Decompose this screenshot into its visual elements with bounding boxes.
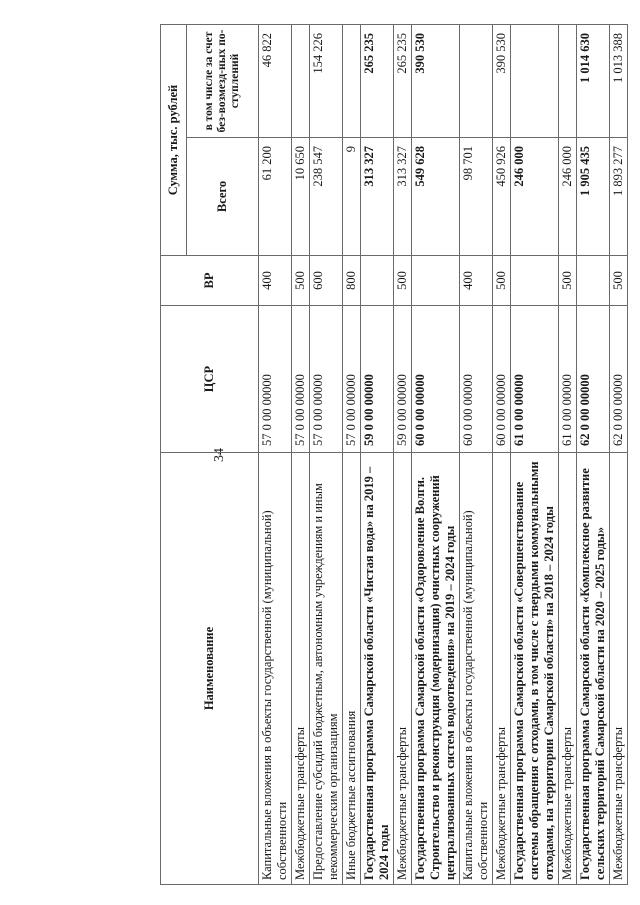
row-name: Межбюджетные трансферты bbox=[610, 453, 628, 885]
budget-table bbox=[160, 24, 628, 885]
row-name: Капитальные вложения в объекты государственной (муниципальной) собственности bbox=[259, 453, 292, 885]
row-csr: 61 0 00 00000 bbox=[511, 306, 559, 453]
table-row bbox=[610, 25, 628, 885]
row-csr: 57 0 00 00000 bbox=[310, 306, 343, 453]
row-vr bbox=[361, 256, 394, 306]
header-csr: ЦСР bbox=[161, 306, 259, 453]
row-name: Государственная программа Самарской области «Чистая вода» на 2019 – 2024 годы bbox=[361, 453, 394, 885]
row-vr: 800 bbox=[343, 256, 361, 306]
header-sum: Сумма, тыс. рублей bbox=[161, 25, 187, 256]
table-row bbox=[412, 25, 460, 885]
row-name: Государственная программа Самарской области «Оздоровление Волги. Строительство и реконструкция (модернизация) очистных сооружений централизованных систем водоотведения» на 2019 – 2024 годы bbox=[412, 453, 460, 885]
row-vr bbox=[412, 256, 460, 306]
row-total: 246 000 bbox=[511, 138, 559, 256]
row-csr: 59 0 00 00000 bbox=[361, 306, 394, 453]
header-name: Наименование bbox=[161, 453, 259, 885]
row-vr bbox=[511, 256, 559, 306]
row-total: 450 926 bbox=[493, 138, 511, 256]
table-row bbox=[361, 25, 394, 885]
row-csr: 57 0 00 00000 bbox=[259, 306, 292, 453]
row-free: 390 530 bbox=[493, 25, 511, 138]
row-name: Капитальные вложения в объекты государственной (муниципальной) собственности bbox=[460, 453, 493, 885]
row-csr: 61 0 00 00000 bbox=[559, 306, 577, 453]
row-total: 246 000 bbox=[559, 138, 577, 256]
row-vr: 400 bbox=[259, 256, 292, 306]
row-vr: 600 bbox=[310, 256, 343, 306]
row-vr: 500 bbox=[493, 256, 511, 306]
row-csr: 62 0 00 00000 bbox=[610, 306, 628, 453]
row-vr: 500 bbox=[394, 256, 412, 306]
row-csr: 62 0 00 00000 bbox=[577, 306, 610, 453]
row-name: Межбюджетные трансферты bbox=[292, 453, 310, 885]
header-total: Всего bbox=[187, 138, 259, 256]
row-vr: 400 bbox=[460, 256, 493, 306]
row-free bbox=[460, 25, 493, 138]
table-row bbox=[559, 25, 577, 885]
table-row bbox=[394, 25, 412, 885]
table-row bbox=[343, 25, 361, 885]
table-body bbox=[259, 25, 628, 885]
row-name: Предоставление субсидий бюджетным, автономным учреждениям и иным некоммерческим организациям bbox=[310, 453, 343, 885]
table-row bbox=[460, 25, 493, 885]
table-row bbox=[493, 25, 511, 885]
row-total: 10 650 bbox=[292, 138, 310, 256]
row-total: 313 327 bbox=[361, 138, 394, 256]
table-row bbox=[511, 25, 559, 885]
row-free: 154 226 bbox=[310, 25, 343, 138]
header-including: в том числе за счет без-возмезд-ных по-ступлений bbox=[187, 25, 259, 138]
rotated-table-container bbox=[160, 25, 625, 885]
row-total: 549 628 bbox=[412, 138, 460, 256]
page-number: 34 bbox=[212, 448, 227, 462]
row-total: 61 200 bbox=[259, 138, 292, 256]
row-name: Межбюджетные трансферты bbox=[493, 453, 511, 885]
row-vr: 500 bbox=[292, 256, 310, 306]
row-free: 265 235 bbox=[361, 25, 394, 138]
row-total: 9 bbox=[343, 138, 361, 256]
row-csr: 60 0 00 00000 bbox=[460, 306, 493, 453]
table-row bbox=[259, 25, 292, 885]
table-row bbox=[310, 25, 343, 885]
row-csr: 60 0 00 00000 bbox=[412, 306, 460, 453]
row-name: Межбюджетные трансферты bbox=[394, 453, 412, 885]
row-free bbox=[511, 25, 559, 138]
row-free: 1 013 388 bbox=[610, 25, 628, 138]
row-vr bbox=[577, 256, 610, 306]
row-total: 238 547 bbox=[310, 138, 343, 256]
row-total: 1 893 277 bbox=[610, 138, 628, 256]
row-csr: 57 0 00 00000 bbox=[292, 306, 310, 453]
row-free bbox=[559, 25, 577, 138]
row-free: 265 235 bbox=[394, 25, 412, 138]
row-csr: 57 0 00 00000 bbox=[343, 306, 361, 453]
row-name: Государственная программа Самарской области «Совершенствование системы обращения с отходами, в том числе с твердыми коммунальными отходами, на территории Самарской области» на 2018 – 2024 годы bbox=[511, 453, 559, 885]
row-free bbox=[343, 25, 361, 138]
row-csr: 59 0 00 00000 bbox=[394, 306, 412, 453]
table-row bbox=[577, 25, 610, 885]
row-total: 313 327 bbox=[394, 138, 412, 256]
row-name: Иные бюджетные ассигнования bbox=[343, 453, 361, 885]
row-name: Межбюджетные трансферты bbox=[559, 453, 577, 885]
row-free: 46 822 bbox=[259, 25, 292, 138]
row-csr: 60 0 00 00000 bbox=[493, 306, 511, 453]
header-vr: ВР bbox=[161, 256, 259, 306]
row-free bbox=[292, 25, 310, 138]
row-vr: 500 bbox=[610, 256, 628, 306]
row-total: 1 905 435 bbox=[577, 138, 610, 256]
row-vr: 500 bbox=[559, 256, 577, 306]
row-name: Государственная программа Самарской области «Комплексное развитие сельских территорий Самарской области на 2020 – 2025 годы» bbox=[577, 453, 610, 885]
row-free: 1 014 630 bbox=[577, 25, 610, 138]
row-total: 98 701 bbox=[460, 138, 493, 256]
row-free: 390 530 bbox=[412, 25, 460, 138]
table-row bbox=[292, 25, 310, 885]
